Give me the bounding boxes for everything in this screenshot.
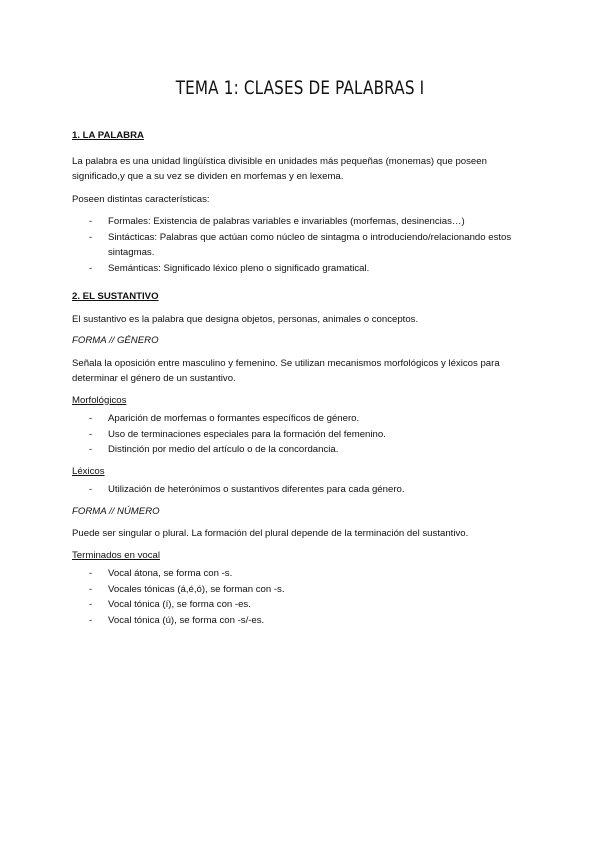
list-item: - Utilización de heterónimos o sustantivos diferentes para cada género. — [72, 482, 532, 498]
list-item: - Formales: Existencia de palabras variables e invariables (morfemas, desinencias…) — [72, 214, 532, 230]
list-item: - Vocal tónica (ú), se forma con -s/-es. — [72, 613, 532, 629]
paragraph-sustantivo-definition: El sustantivo es la palabra que designa objetos, personas, animales o conceptos. — [72, 313, 419, 325]
list-item: - Aparición de morfemas o formantes específicos de género. — [72, 411, 532, 427]
section-heading-la-palabra: 1. LA PALABRA — [72, 130, 144, 141]
list-item: - Vocales tónicas (á,é,ó), se forman con -s. — [72, 582, 532, 598]
list-item: - Vocal tónica (í), se forma con -es. — [72, 597, 532, 613]
list-item: - Vocal átona, se forma con -s. — [72, 566, 532, 582]
subheading-forma-genero: FORMA // GÉNERO — [72, 335, 159, 346]
section-heading-el-sustantivo: 2. EL SUSTANTIVO — [72, 291, 159, 302]
label-terminados-en-vocal: Terminados en vocal — [72, 549, 160, 561]
characteristics-list — [72, 214, 532, 276]
document-body — [72, 128, 532, 628]
list-item: - Semánticas: Significado léxico pleno o significado gramatical. — [72, 261, 532, 277]
list-item: - Distinción por medio del artículo o de la concordancia. — [72, 442, 532, 458]
paragraph-numero: Puede ser singular o plural. La formación del plural depende de la terminación del sustantivo. — [72, 528, 469, 539]
label-lexicos: Léxicos — [72, 465, 105, 477]
list-item: - Sintácticas: Palabras que actúan como núcleo de sintagma o introduciendo/relacionando estos sintagmas. — [72, 230, 532, 261]
lexicos-list — [72, 482, 532, 498]
page-title: TEMA 1: CLASES DE PALABRAS I — [175, 77, 425, 99]
list-item: - Uso de terminaciones especiales para la formación del femenino. — [72, 427, 532, 443]
paragraph-characteristics-intro: Poseen distintas características: — [72, 193, 210, 205]
vocal-list — [72, 566, 532, 628]
label-morfologicos: Morfológicos — [72, 394, 127, 406]
subheading-forma-numero: FORMA // NÚMERO — [72, 505, 160, 517]
morfologicos-list — [72, 411, 532, 458]
paragraph-genero: Señala la oposición entre masculino y femenino. Se utilizan mecanismos morfológicos y léxicos para determinar el género de un sustantivo. — [72, 357, 500, 384]
paragraph-definition: La palabra es una unidad lingüística divisible en unidades más pequeñas (monemas) que poseen significado,y que a su vez se dividen en morfemas y en lexema. — [72, 155, 487, 182]
